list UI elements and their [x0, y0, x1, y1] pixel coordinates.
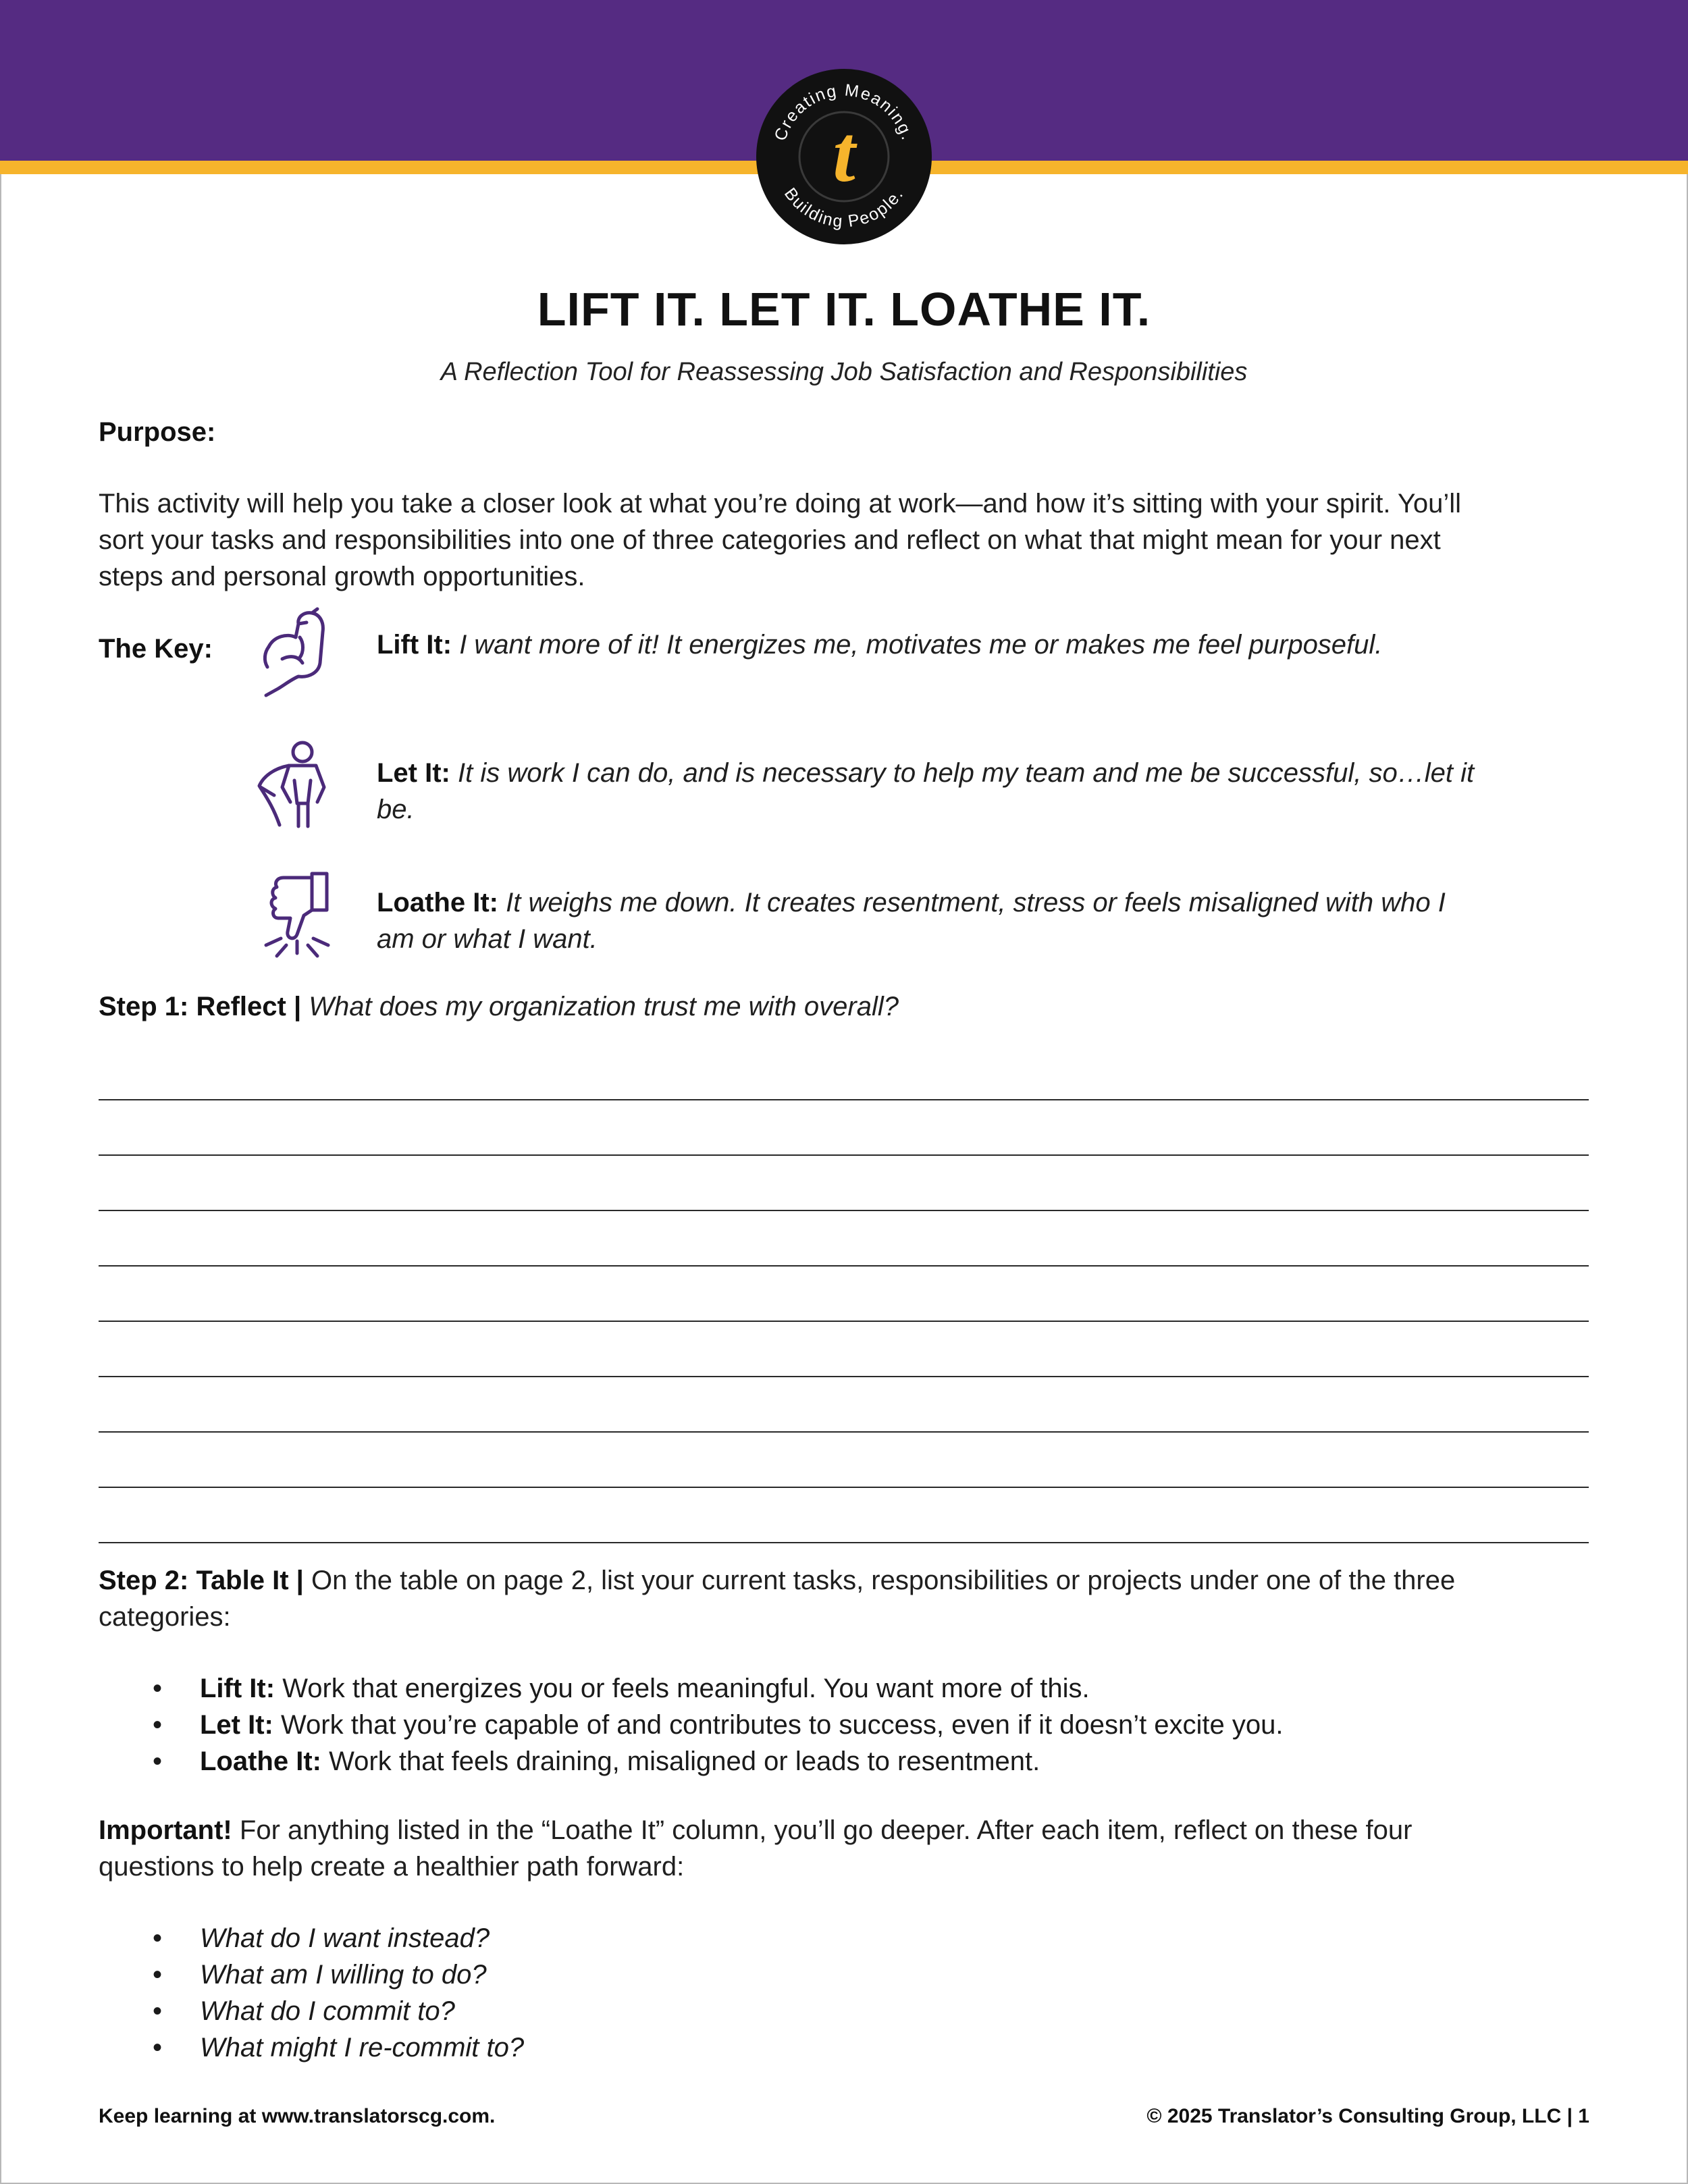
category-let-label: Let It: — [200, 1710, 273, 1740]
purpose-heading: Purpose: — [99, 417, 216, 447]
key-lift-row — [377, 627, 1382, 663]
list-item: • Loathe It: Work that feels draining, misaligned or leads to resentment. — [153, 1747, 1040, 1776]
category-let-text: Work that you’re capable of and contributes to success, even if it doesn’t excite you. — [281, 1710, 1284, 1740]
svg-text:Creating Meaning.: Creating Meaning. — [770, 80, 918, 144]
page-subtitle: A Reflection Tool for Reassessing Job Satisfaction and Responsibilities — [440, 358, 1248, 386]
caped-hero-icon — [254, 739, 335, 833]
list-item: • What am I willing to do? — [153, 1960, 487, 1990]
writing-line-3[interactable] — [99, 1210, 1589, 1211]
step1-label: Step 1: Reflect | — [99, 992, 302, 1021]
category-list — [153, 1670, 1284, 1780]
writing-line-7[interactable] — [99, 1431, 1589, 1433]
step2-line-1: On the table on page 2, list your current tasks, responsibilities or projects under one of the three — [311, 1566, 1456, 1595]
svg-text:Building People.: Building People. — [780, 184, 907, 232]
important-line-1: For anything listed in the “Loathe It” column, you’ll go deeper. After each item, reflect on these four — [239, 1815, 1413, 1845]
writing-line-1[interactable] — [99, 1099, 1589, 1100]
step2-label: Step 2: Table It | — [99, 1566, 304, 1595]
writing-line-6[interactable] — [99, 1376, 1589, 1377]
step2-line-2: categories: — [99, 1602, 231, 1632]
footer-copyright: © 2025 Translator’s Consulting Group, LLC | 1 — [1146, 2105, 1589, 2127]
important-line-2: questions to help create a healthier path forward: — [99, 1852, 685, 1882]
important-paragraph — [99, 1812, 1412, 1848]
key-loathe-row — [377, 884, 1446, 921]
question-4: What might I re-commit to? — [200, 2033, 525, 2062]
purpose-line-2: sort your tasks and responsibilities into one of three categories and reflect on what that might mean for your next — [99, 525, 1441, 555]
category-lift-label: Lift It: — [200, 1674, 275, 1703]
page-title: LIFT IT. LET IT. LOATHE IT. — [537, 283, 1151, 336]
list-item: • What do I want instead? — [153, 1923, 490, 1953]
writing-line-9[interactable] — [99, 1542, 1589, 1543]
key-lift-desc: I want more of it! It energizes me, motivates me or makes me feel purposeful. — [459, 630, 1383, 660]
writing-line-4[interactable] — [99, 1265, 1589, 1267]
purpose-line-3: steps and personal growth opportunities. — [99, 562, 585, 591]
writing-line-2[interactable] — [99, 1154, 1589, 1156]
key-loathe-label: Loathe It: — [377, 888, 498, 917]
important-label: Important! — [99, 1815, 232, 1845]
step2-heading — [99, 1562, 1455, 1599]
step1-question: What does my organization trust me with overall? — [309, 992, 899, 1021]
key-let-desc-1: It is work I can do, and is necessary to help my team and me be successful, so…let it — [458, 758, 1475, 788]
key-let-row — [377, 755, 1474, 791]
category-lift-text: Work that energizes you or feels meaningful. You want more of this. — [282, 1674, 1090, 1703]
thumbs-down-icon — [257, 871, 338, 965]
key-heading: The Key: — [99, 634, 213, 664]
flexed-arm-icon — [255, 605, 336, 699]
list-item: • Let It: Work that you’re capable of and contributes to success, even if it doesn’t excite you. — [153, 1710, 1284, 1740]
step1-heading — [99, 988, 899, 1025]
purpose-line-1: This activity will help you take a closer look at what you’re doing at work—and how it’s sitting with your spirit. You’ll — [99, 489, 1461, 518]
key-let-label: Let It: — [377, 758, 450, 788]
category-loathe-label: Loathe It: — [200, 1747, 321, 1776]
key-loathe-desc-2: am or what I want. — [377, 924, 598, 954]
list-item: • Lift It: Work that energizes you or feels meaningful. You want more of this. — [153, 1674, 1090, 1703]
svg-text:t: t — [833, 109, 855, 198]
list-item: • What might I re-commit to? — [153, 2033, 525, 2062]
reflection-questions — [153, 1920, 524, 2066]
question-3: What do I commit to? — [200, 1996, 455, 2026]
question-2: What am I willing to do? — [200, 1960, 487, 1990]
category-loathe-text: Work that feels draining, misaligned or leads to resentment. — [329, 1747, 1040, 1776]
list-item: • What do I commit to? — [153, 1996, 455, 2026]
key-loathe-desc-1: It weighs me down. It creates resentment, stress or feels misaligned with who I — [506, 888, 1446, 917]
key-let-desc-2: be. — [377, 795, 415, 824]
writing-line-8[interactable] — [99, 1487, 1589, 1488]
key-lift-label: Lift It: — [377, 630, 452, 660]
writing-line-5[interactable] — [99, 1321, 1589, 1322]
footer-website[interactable]: Keep learning at www.translatorscg.com. — [99, 2105, 496, 2127]
company-logo — [755, 68, 933, 246]
question-1: What do I want instead? — [200, 1923, 490, 1953]
